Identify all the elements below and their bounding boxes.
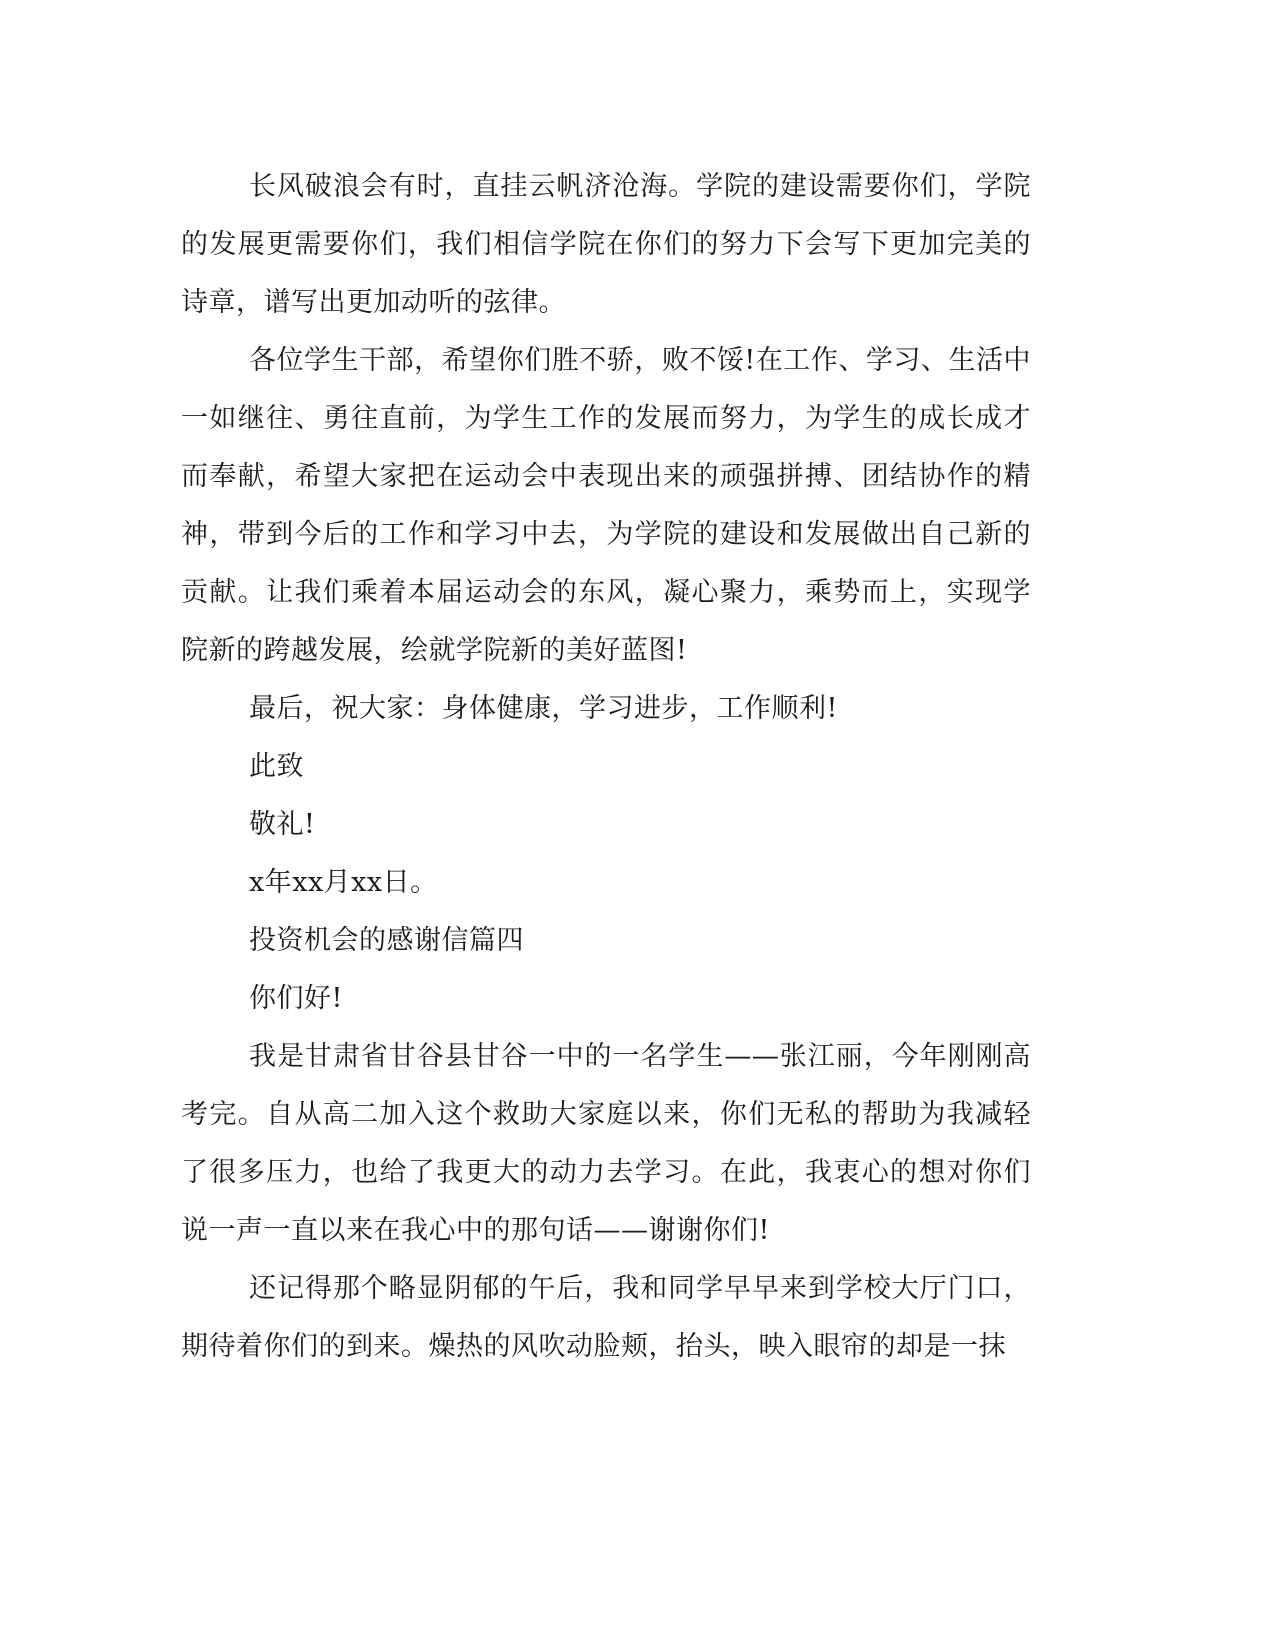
salutation-jingli: 敬礼!: [249, 809, 316, 840]
letter-date: x年xx月xx日。: [249, 867, 438, 898]
salutation-cizhi: 此致: [249, 751, 304, 782]
paragraph-student-cadres: 各位学生干部，希望你们胜不骄，败不馁!在工作、学习、生活中一如继往、勇往直前，为学生工作的发展而努力，为学生的成长成才而奉献，希望大家把在运动会中表现出来的顽强拼搏、团结协作的精神，带到今后的工作和学习中去，为学院的建设和发展做出自己新的贡献。让我们乘着本届运动会的东风，凝心聚力，乘势而上，实现学院新的跨越发展，绘就学院新的美好蓝图!: [181, 345, 1031, 666]
section-heading: 投资机会的感谢信篇四: [249, 925, 524, 956]
paragraph-closing-hope: 长风破浪会有时，直挂云帆济沧海。学院的建设需要你们，学院的发展更需要你们，我们相信学院在你们的努力下会写下更加完美的诗章，谱写出更加动听的弦律。: [181, 171, 1031, 318]
greeting: 你们好!: [249, 983, 343, 1014]
paragraph-final-wishes: 最后，祝大家：身体健康，学习进步，工作顺利!: [249, 693, 838, 724]
document-body: [181, 158, 1031, 1376]
paragraph-introduction: 我是甘肃省甘谷县甘谷一中的一名学生——张江丽，今年刚刚高考完。自从高二加入这个救助大家庭以来，你们无私的帮助为我减轻了很多压力，也给了我更大的动力去学习。在此，我衷心的想对你们说一声一直以来在我心中的那句话——谢谢你们!: [181, 1041, 1031, 1246]
paragraph-memory: 还记得那个略显阴郁的午后，我和同学早早来到学校大厅门口，期待着你们的到来。燥热的风吹动脸颊，抬头，映入眼帘的却是一抹: [181, 1273, 1031, 1362]
